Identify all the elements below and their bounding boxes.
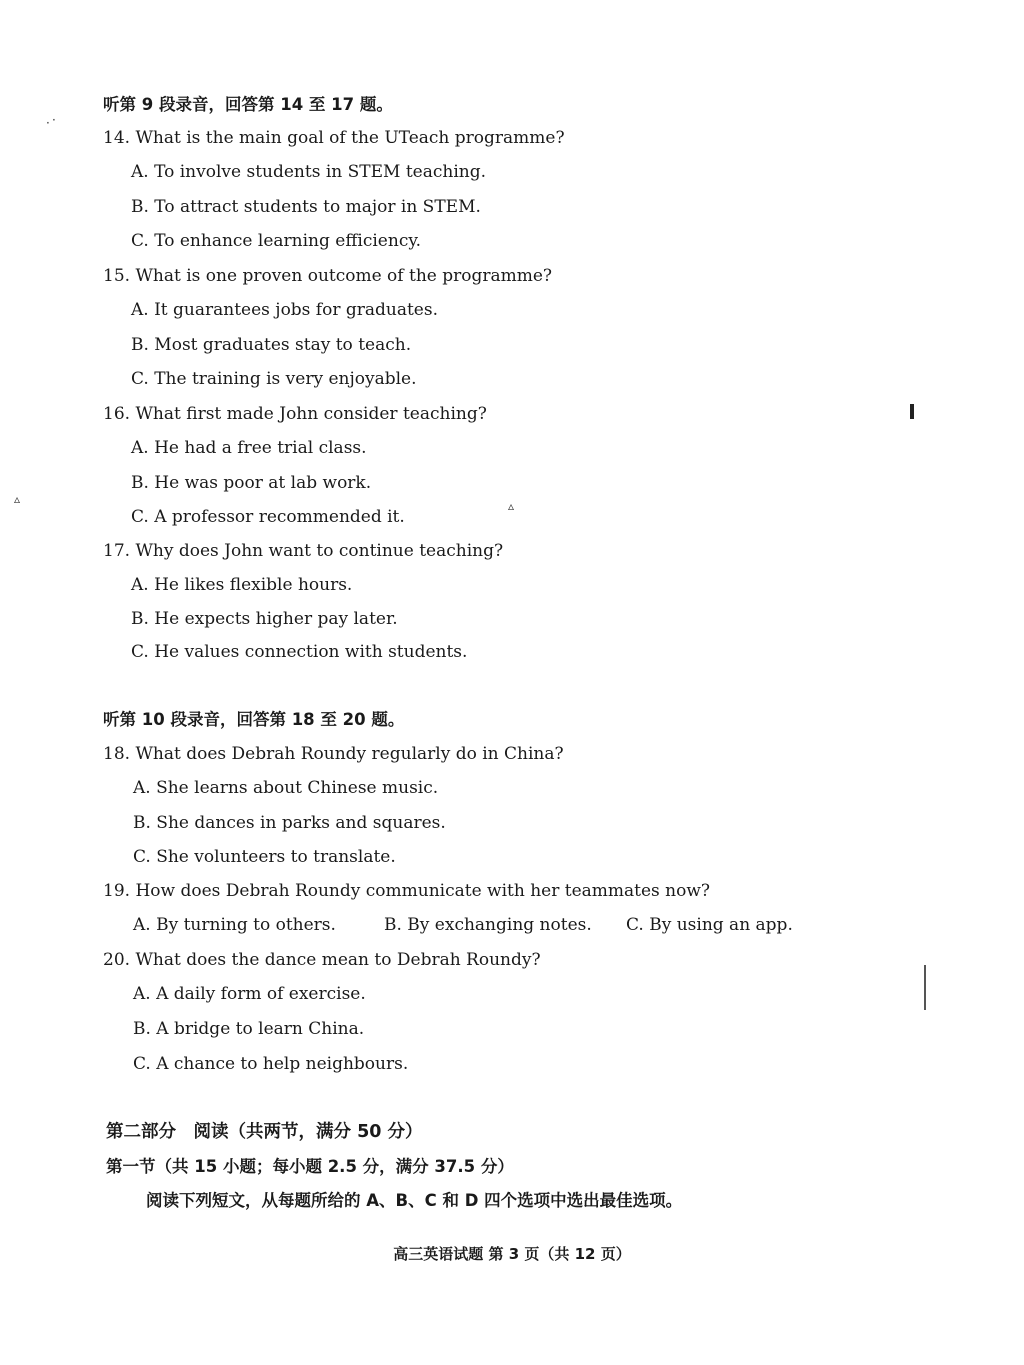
question-15: 15. What is one proven outcome of the programme?	[103, 266, 553, 286]
section-9-header: 听第 9 段录音，回答第 14 至 17 题。	[103, 95, 393, 114]
scan-speck: ·	[52, 113, 56, 127]
scan-mark	[910, 404, 914, 419]
question-19-option-b: B. By exchanging notes.	[384, 915, 592, 935]
question-20-option-b: B. A bridge to learn China.	[133, 1019, 365, 1039]
scan-line-mark	[924, 965, 926, 1010]
scan-speck: ·	[46, 116, 50, 130]
question-14-option-b: B. To attract students to major in STEM.	[131, 197, 481, 217]
question-14-option-a: A. To involve students in STEM teaching.	[131, 162, 486, 182]
question-16-option-c: C. A professor recommended it.	[131, 507, 405, 527]
part-2-instruction: 阅读下列短文，从每题所给的 A、B、C 和 D 四个选项中选出最佳选项。	[146, 1191, 683, 1210]
scan-speck: ▵	[14, 492, 21, 506]
question-16-option-b: B. He was poor at lab work.	[131, 473, 372, 493]
question-18-option-c: C. She volunteers to translate.	[133, 847, 396, 867]
question-14: 14. What is the main goal of the UTeach programme?	[103, 128, 565, 148]
section-10-header: 听第 10 段录音，回答第 18 至 20 题。	[103, 710, 405, 729]
part-2-title: 第二部分 阅读（共两节，满分 50 分）	[106, 1122, 423, 1142]
question-18: 18. What does Debrah Roundy regularly do in China?	[103, 744, 564, 764]
question-15-option-b: B. Most graduates stay to teach.	[131, 335, 412, 355]
question-14-option-c: C. To enhance learning efficiency.	[131, 231, 422, 251]
question-20-option-a: A. A daily form of exercise.	[133, 984, 366, 1004]
question-18-option-b: B. She dances in parks and squares.	[133, 813, 446, 833]
question-17-option-c: C. He values connection with students.	[131, 642, 468, 662]
question-15-option-a: A. It guarantees jobs for graduates.	[131, 300, 438, 320]
question-18-option-a: A. She learns about Chinese music.	[133, 778, 439, 798]
question-15-option-c: C. The training is very enjoyable.	[131, 369, 417, 389]
page-footer: 高三英语试题 第 3 页（共 12 页）	[393, 1245, 631, 1263]
question-17-option-b: B. He expects higher pay later.	[131, 609, 398, 629]
question-19: 19. How does Debrah Roundy communicate with her teammates now?	[103, 881, 711, 901]
question-19-option-c: C. By using an app.	[626, 915, 793, 935]
part-2-subtitle: 第一节（共 15 小题；每小题 2.5 分，满分 37.5 分）	[106, 1157, 514, 1176]
question-16: 16. What first made John consider teaching?	[103, 404, 487, 424]
question-20-option-c: C. A chance to help neighbours.	[133, 1054, 409, 1074]
scan-speck: ▵	[508, 499, 515, 513]
question-17-option-a: A. He likes flexible hours.	[131, 575, 353, 595]
question-17: 17. Why does John want to continue teaching?	[103, 541, 504, 561]
question-20: 20. What does the dance mean to Debrah Roundy?	[103, 950, 541, 970]
question-16-option-a: A. He had a free trial class.	[131, 438, 367, 458]
question-19-option-a: A. By turning to others.	[133, 915, 336, 935]
